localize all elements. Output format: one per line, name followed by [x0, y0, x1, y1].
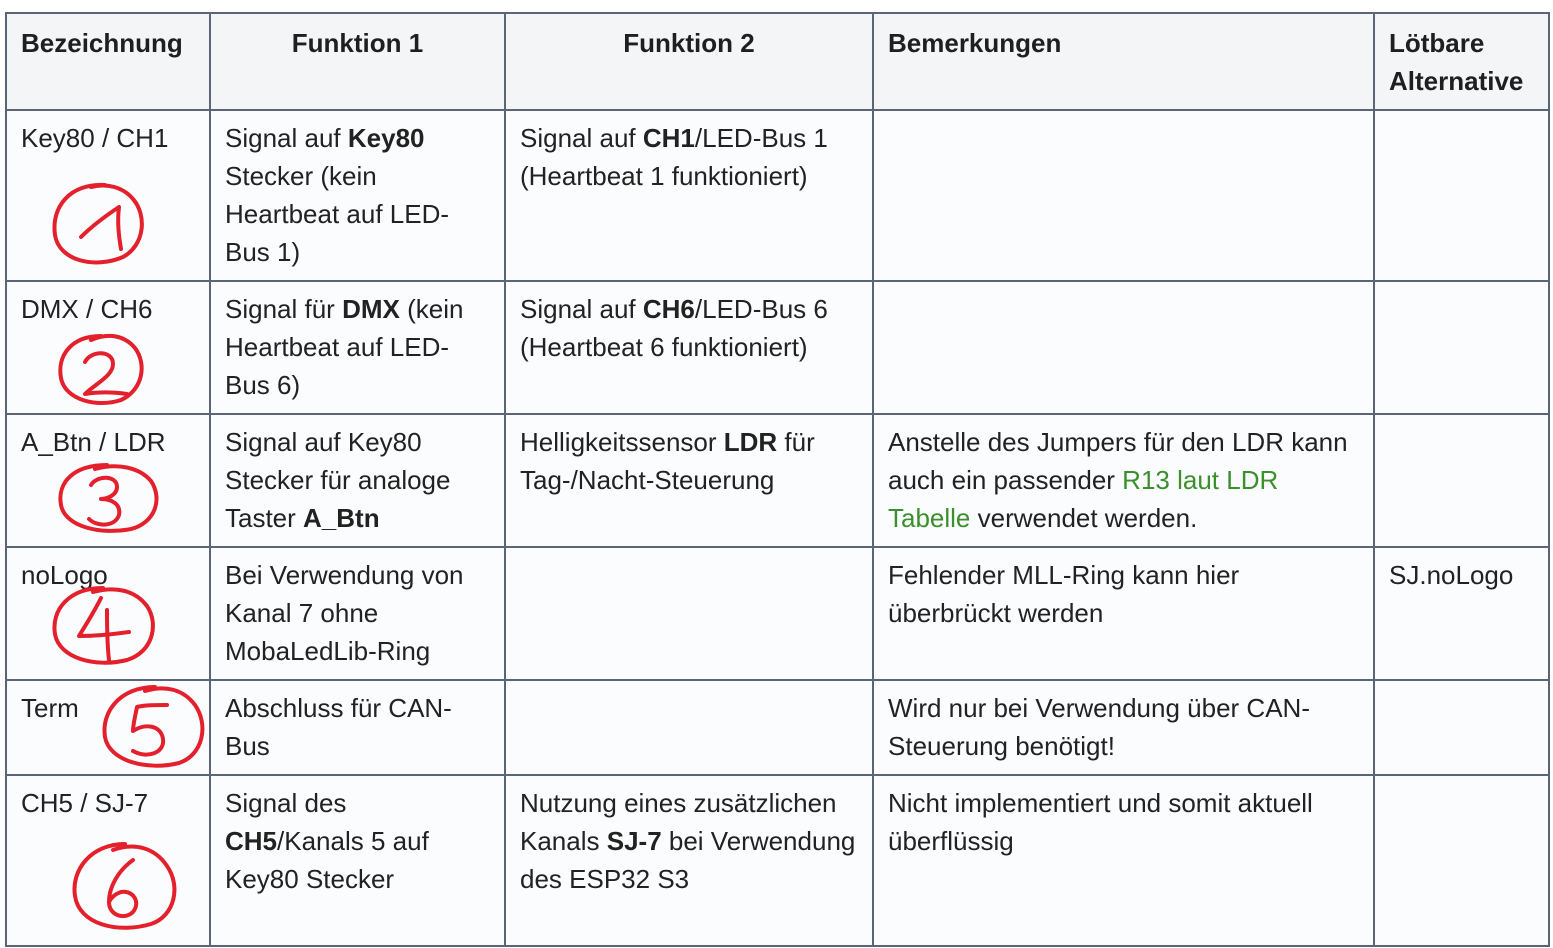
- cell-alternative: [1374, 680, 1549, 775]
- cell-funktion-1: Bei Verwendung von Kanal 7 ohne MobaLedLib-Ring: [210, 547, 505, 680]
- jumper-table: [5, 12, 1550, 947]
- cell-funktion-2: Nutzung eines zusätzlichen Kanals SJ-7 bei Verwendung des ESP32 S3: [505, 775, 873, 946]
- cell-alternative: [1374, 110, 1549, 281]
- annotation-circle-3: [51, 459, 167, 539]
- bezeichnung-text: Term: [21, 693, 79, 723]
- cell-funktion-1: Signal des CH5/Kanals 5 auf Key80 Stecker: [210, 775, 505, 946]
- cell-bemerkungen: Nicht implementiert und somit aktuell überflüssig: [873, 775, 1374, 946]
- header-loetbare-alternative: Lötbare Alternative: [1374, 13, 1549, 110]
- bezeichnung-text: noLogo: [21, 560, 108, 590]
- cell-funktion-2: [505, 680, 873, 775]
- cell-funktion-2: Helligkeitssensor LDR für Tag-/Nacht-Steuerung: [505, 414, 873, 547]
- cell-alternative: [1374, 414, 1549, 547]
- annotation-circle-2: [51, 328, 151, 410]
- cell-alternative: [1374, 775, 1549, 946]
- annotation-circle-5: [93, 680, 210, 775]
- cell-bemerkungen: Fehlender MLL-Ring kann hier überbrückt werden: [873, 547, 1374, 680]
- cell-funktion-2: Signal auf CH6/LED-Bus 6 (Heartbeat 6 funktioniert): [505, 281, 873, 414]
- table-row: [6, 775, 1549, 946]
- ldr-table-link[interactable]: R13 laut LDR Tabelle: [888, 465, 1279, 533]
- table-row: [6, 281, 1549, 414]
- cell-bezeichnung: [6, 775, 210, 946]
- cell-bezeichnung: [6, 547, 210, 680]
- cell-bemerkungen: [873, 281, 1374, 414]
- cell-funktion-2: Signal auf CH1/LED-Bus 1 (Heartbeat 1 funktioniert): [505, 110, 873, 281]
- cell-bezeichnung: [6, 680, 210, 775]
- cell-funktion-1: Signal auf Key80 Stecker (kein Heartbeat auf LED-Bus 1): [210, 110, 505, 281]
- table-row: [6, 414, 1549, 547]
- cell-bemerkungen: Wird nur bei Verwendung über CAN-Steuerung benötigt!: [873, 680, 1374, 775]
- cell-funktion-1: Signal auf Key80 Stecker für analoge Taster A_Btn: [210, 414, 505, 547]
- bezeichnung-text: A_Btn / LDR: [21, 427, 166, 457]
- cell-alternative: SJ.noLogo: [1374, 547, 1549, 680]
- table-row: [6, 110, 1549, 281]
- header-funktion-2: Funktion 2: [505, 13, 873, 110]
- annotation-circle-4: [45, 580, 165, 672]
- annotation-circle-6: [63, 836, 187, 940]
- cell-alternative: [1374, 281, 1549, 414]
- header-row: [6, 13, 1549, 110]
- cell-funktion-2: [505, 547, 873, 680]
- cell-bezeichnung: [6, 414, 210, 547]
- header-bezeichnung: Bezeichnung: [6, 13, 210, 110]
- table-row: [6, 680, 1549, 775]
- table-row: [6, 547, 1549, 680]
- cell-bemerkungen: [873, 110, 1374, 281]
- bezeichnung-text: CH5 / SJ-7: [21, 788, 149, 818]
- cell-funktion-1: Abschluss für CAN-Bus: [210, 680, 505, 775]
- annotation-circle-1: [45, 177, 155, 277]
- bezeichnung-text: DMX / CH6: [21, 294, 153, 324]
- header-funktion-1: Funktion 1: [210, 13, 505, 110]
- cell-funktion-1: Signal für DMX (kein Heartbeat auf LED-Bus 6): [210, 281, 505, 414]
- cell-bemerkungen: Anstelle des Jumpers für den LDR kann auch ein passender R13 laut LDR Tabelle verwendet werden.: [873, 414, 1374, 547]
- bezeichnung-text: Key80 / CH1: [21, 123, 169, 153]
- header-bemerkungen: Bemerkungen: [873, 13, 1374, 110]
- cell-bezeichnung: [6, 110, 210, 281]
- cell-bezeichnung: [6, 281, 210, 414]
